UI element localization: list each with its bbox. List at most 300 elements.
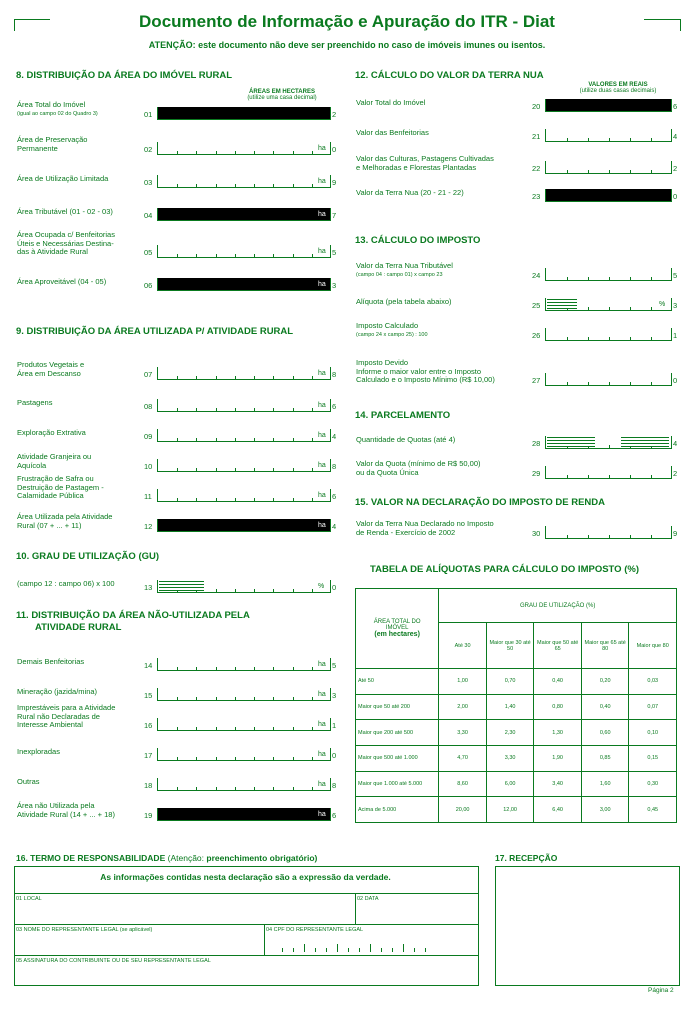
signature-label: ASSINATURA DO CONTRIBUINTE OU DE SEU REPRESENTANTE LEGAL xyxy=(23,958,211,964)
tick-mark xyxy=(196,727,197,730)
cpf-tick xyxy=(392,948,393,952)
aliquota-value: 0,60 xyxy=(581,720,629,746)
field-code-20: 20 xyxy=(532,102,541,111)
field-label-26-l2: (campo 24 x campo 25) : 100 xyxy=(356,331,428,338)
field-end xyxy=(330,580,331,593)
check-digit-17: 0 xyxy=(332,751,337,760)
tick-mark xyxy=(216,667,217,670)
tick-mark xyxy=(312,787,313,790)
aliquota-value: 6,40 xyxy=(534,797,582,823)
tick-mark xyxy=(216,787,217,790)
rep-cpf-code: 04 xyxy=(266,927,273,933)
tick-mark xyxy=(293,254,294,257)
tick-mark xyxy=(254,184,255,187)
unit-label-08: ha xyxy=(318,402,326,409)
cpf-tick xyxy=(282,948,283,952)
local-field-code: 01 xyxy=(16,896,23,902)
field-label-07-l1: Produtos Vegetais e xyxy=(17,360,85,369)
tick-mark xyxy=(216,408,217,411)
cpf-tick xyxy=(381,948,382,952)
tick-mark xyxy=(235,254,236,257)
field-code-14: 14 xyxy=(144,661,153,670)
section-16-note: (Atenção: xyxy=(167,853,205,863)
tick-mark xyxy=(216,184,217,187)
tick-mark xyxy=(196,151,197,154)
field-label-29-l2: ou da Quota Única xyxy=(356,467,419,477)
tick-mark xyxy=(312,438,313,441)
aliquota-value: 0,10 xyxy=(629,720,677,746)
tick-mark xyxy=(273,757,274,760)
tick-mark xyxy=(293,757,294,760)
cpf-tick xyxy=(403,944,404,952)
tick-mark xyxy=(254,667,255,670)
aliquota-value: 1,00 xyxy=(439,669,487,695)
section-9-title: 9. DISTRIBUIÇÃO DA ÁREA UTILIZADA P/ ATIVIDADE RURAL xyxy=(16,326,294,337)
field-end xyxy=(330,142,331,155)
unit-label-15: ha xyxy=(318,691,326,698)
tick-mark xyxy=(273,498,274,501)
field-code-04: 04 xyxy=(144,211,153,220)
field-input-11[interactable] xyxy=(157,489,331,502)
field-end xyxy=(330,399,331,412)
field-input-22[interactable] xyxy=(545,161,672,174)
aliquota-value: 0,70 xyxy=(486,669,534,695)
field-label-05 xyxy=(17,231,142,257)
date-field[interactable] xyxy=(357,896,379,902)
tick-mark xyxy=(254,498,255,501)
tick-mark xyxy=(630,475,631,478)
field-label-03-l1: Área de Utilização Limitada xyxy=(17,174,109,183)
tick-mark xyxy=(293,697,294,700)
area-column-header xyxy=(356,589,439,669)
tick-mark xyxy=(254,438,255,441)
field-end xyxy=(330,778,331,791)
field-input-15[interactable] xyxy=(157,688,331,701)
area-range: Maior que 50 até 200 xyxy=(356,694,439,720)
field-code-13: 13 xyxy=(144,583,153,592)
field-label-29 xyxy=(356,460,526,477)
unit-label-11: ha xyxy=(318,492,326,499)
tick-mark xyxy=(196,667,197,670)
field-code-01: 01 xyxy=(144,110,153,119)
tick-mark xyxy=(273,408,274,411)
check-digit-10: 8 xyxy=(332,462,337,471)
cpf-tick xyxy=(425,948,426,952)
tick-mark xyxy=(630,337,631,340)
field-input-21[interactable] xyxy=(545,129,672,142)
field-code-28: 28 xyxy=(532,439,541,448)
tick-mark xyxy=(630,382,631,385)
field-input-07[interactable] xyxy=(157,367,331,380)
tick-mark xyxy=(588,307,589,310)
section-11-title-line2: ATIVIDADE RURAL xyxy=(35,622,122,633)
field-end xyxy=(671,328,672,341)
section-16-title xyxy=(16,852,317,864)
tick-mark xyxy=(651,138,652,141)
check-digit-26: 1 xyxy=(673,331,678,340)
unit-label-25: % xyxy=(659,301,666,308)
field-code-22: 22 xyxy=(532,164,541,173)
tick-mark xyxy=(630,138,631,141)
field-end xyxy=(671,466,672,479)
field-end xyxy=(330,519,331,532)
tick-mark xyxy=(196,757,197,760)
field-label-28 xyxy=(356,436,526,445)
field-input-18[interactable] xyxy=(157,778,331,791)
field-label-11-l2: Destruição de Pastagem - xyxy=(17,482,104,492)
field-input-02[interactable] xyxy=(157,142,331,155)
tick-mark xyxy=(293,468,294,471)
field-input-24[interactable] xyxy=(545,268,672,281)
tick-mark xyxy=(177,254,178,257)
tick-mark xyxy=(177,151,178,154)
field-input-10[interactable] xyxy=(157,459,331,472)
field-code-29: 29 xyxy=(532,469,541,478)
field-label-15-l1: Mineração (jazida/mina) xyxy=(17,687,98,696)
field-end xyxy=(330,245,331,258)
tick-mark xyxy=(177,468,178,471)
aliquota-value: 12,00 xyxy=(486,797,534,823)
aliquota-value: 3,30 xyxy=(486,746,534,772)
aliquota-value: 0,15 xyxy=(629,746,677,772)
tick-mark xyxy=(273,151,274,154)
tick-mark xyxy=(196,787,197,790)
check-digit-02: 0 xyxy=(332,145,337,154)
cpf-tick xyxy=(348,948,349,952)
field-code-24: 24 xyxy=(532,271,541,280)
field-code-23: 23 xyxy=(532,192,541,201)
area-header-l1: ÁREA TOTAL DO xyxy=(373,619,421,625)
tick-mark xyxy=(273,589,274,592)
field-label-10 xyxy=(17,453,142,470)
tick-mark xyxy=(567,535,568,538)
representative-cpf-field[interactable] xyxy=(266,927,363,933)
page-number: Página 2 xyxy=(648,987,674,994)
rep-name-label: NOME DO REPRESENTANTE LEGAL (se aplicável) xyxy=(23,927,153,933)
table-row xyxy=(356,797,677,823)
field-code-21: 21 xyxy=(532,132,541,141)
aliquota-value: 0,30 xyxy=(629,771,677,797)
hatch-area xyxy=(547,299,577,309)
tick-mark xyxy=(216,589,217,592)
tick-mark xyxy=(177,498,178,501)
field-label-13 xyxy=(17,580,142,589)
tick-mark xyxy=(273,376,274,379)
resp-divider-3 xyxy=(14,955,478,956)
unit-label-16: ha xyxy=(318,721,326,728)
field-label-22 xyxy=(356,155,526,172)
tick-mark xyxy=(254,757,255,760)
tick-mark xyxy=(588,138,589,141)
field-label-14-l1: Demais Benfeitorias xyxy=(17,657,85,666)
field-input-27[interactable] xyxy=(545,373,672,386)
tick-mark xyxy=(567,337,568,340)
field-input-17[interactable] xyxy=(157,748,331,761)
cpf-tick xyxy=(315,948,316,952)
responsibility-box xyxy=(14,866,479,986)
tick-mark xyxy=(630,535,631,538)
field-mask-01 xyxy=(158,107,331,119)
aliquota-value: 0,85 xyxy=(581,746,629,772)
cpf-tick xyxy=(337,944,338,952)
tick-mark xyxy=(588,535,589,538)
field-label-24-l1: Valor da Terra Nua Tributável xyxy=(356,261,453,270)
field-label-12-l1: Área Utilizada pela Atividade xyxy=(17,512,113,521)
area-range: Maior que 500 até 1.000 xyxy=(356,746,439,772)
field-end xyxy=(330,489,331,502)
check-digit-12: 4 xyxy=(332,522,337,531)
reception-box[interactable] xyxy=(495,866,680,986)
field-label-16-l3: Interesse Ambiental xyxy=(17,720,83,729)
tick-mark xyxy=(293,589,294,592)
local-field[interactable] xyxy=(16,896,42,902)
field-label-26-l1: Imposto Calculado xyxy=(356,321,419,330)
tick-mark xyxy=(651,382,652,385)
field-label-06 xyxy=(17,278,142,287)
field-code-16: 16 xyxy=(144,721,153,730)
field-label-21-l1: Valor das Benfeitorias xyxy=(356,128,429,137)
field-input-08[interactable] xyxy=(157,399,331,412)
aliquota-value: 4,70 xyxy=(439,746,487,772)
field-label-12 xyxy=(17,513,142,530)
tick-mark xyxy=(651,337,652,340)
field-label-05-l1: Área Ocupada c/ Benfeitorias xyxy=(17,230,115,239)
field-label-08-l1: Pastagens xyxy=(17,398,53,407)
tick-mark xyxy=(196,254,197,257)
tick-mark xyxy=(312,151,313,154)
tick-mark xyxy=(235,757,236,760)
area-units-label: ÁREAS EM HECTARES xyxy=(249,89,315,95)
field-end xyxy=(671,373,672,386)
field-label-17 xyxy=(17,748,142,757)
check-digit-04: 7 xyxy=(332,211,337,220)
tick-mark xyxy=(630,277,631,280)
check-digit-27: 0 xyxy=(673,376,678,385)
tick-mark xyxy=(216,438,217,441)
check-digit-18: 8 xyxy=(332,781,337,790)
field-code-08: 08 xyxy=(144,402,153,411)
area-range: Maior que 1.000 até 5.000 xyxy=(356,771,439,797)
field-end xyxy=(330,278,331,291)
field-label-16 xyxy=(17,704,142,730)
tick-mark xyxy=(588,382,589,385)
field-end xyxy=(671,129,672,142)
field-end xyxy=(671,526,672,539)
tick-mark xyxy=(254,589,255,592)
cpf-tick xyxy=(359,948,360,952)
field-code-18: 18 xyxy=(144,781,153,790)
tick-mark xyxy=(293,727,294,730)
field-label-07-l2: Área em Descanso xyxy=(17,368,81,378)
tick-mark xyxy=(177,727,178,730)
tick-mark xyxy=(216,498,217,501)
check-digit-07: 8 xyxy=(332,370,337,379)
field-end xyxy=(330,658,331,671)
table-row xyxy=(356,746,677,772)
field-mask-20 xyxy=(546,99,672,111)
field-label-30 xyxy=(356,520,526,537)
field-code-17: 17 xyxy=(144,751,153,760)
field-label-19 xyxy=(17,802,142,819)
field-input-05[interactable] xyxy=(157,245,331,258)
tick-mark xyxy=(216,697,217,700)
rep-cpf-label: CPF DO REPRESENTANTE LEGAL xyxy=(273,927,364,933)
field-label-10-l2: Aquícola xyxy=(17,460,47,470)
field-label-18 xyxy=(17,778,142,787)
field-end xyxy=(330,808,331,821)
aliquota-value: 0,07 xyxy=(629,694,677,720)
tick-mark xyxy=(567,382,568,385)
aliquota-value: 0,40 xyxy=(534,669,582,695)
section-17-title: 17. RECEPÇÃO xyxy=(495,853,558,863)
field-code-19: 19 xyxy=(144,811,153,820)
aliquota-table-title: TABELA DE ALÍQUOTAS PARA CÁLCULO DO IMPOSTO (%) xyxy=(370,564,639,575)
aliquota-value: 2,30 xyxy=(486,720,534,746)
field-label-02-l2: Permanente xyxy=(17,143,58,153)
check-digit-29: 2 xyxy=(673,469,678,478)
tick-mark xyxy=(567,138,568,141)
tick-mark xyxy=(609,382,610,385)
check-digit-22: 2 xyxy=(673,164,678,173)
aliquota-value: 3,30 xyxy=(439,720,487,746)
tick-mark xyxy=(254,151,255,154)
tick-mark xyxy=(609,475,610,478)
tick-mark xyxy=(177,787,178,790)
tick-mark xyxy=(630,170,631,173)
field-label-21 xyxy=(356,129,526,138)
field-label-29-l1: Valor da Quota (mínimo de R$ 50,00) xyxy=(356,459,481,468)
table-row xyxy=(356,694,677,720)
tick-mark xyxy=(254,376,255,379)
section-15-title: 15. VALOR NA DECLARAÇÃO DO IMPOSTO DE RENDA xyxy=(355,497,606,508)
field-label-11-l1: Frustração de Safra ou xyxy=(17,474,94,483)
field-label-12-l2: Rural (07 + ... + 11) xyxy=(17,520,82,530)
field-label-05-l2: Úteis e Necessárias Destina- xyxy=(17,238,114,248)
field-code-15: 15 xyxy=(144,691,153,700)
signature-field[interactable] xyxy=(16,958,211,964)
field-input-30[interactable] xyxy=(545,526,672,539)
field-label-08 xyxy=(17,399,142,408)
page-title: Documento de Informação e Apuração do ITR - Diat xyxy=(139,12,555,31)
unit-label-05: ha xyxy=(318,248,326,255)
field-label-20-l1: Valor Total do Imóvel xyxy=(356,98,426,107)
attention-note: ATENÇÃO: este documento não deve ser preenchido no caso de imóveis imunes ou isentos. xyxy=(148,40,546,50)
field-end xyxy=(330,748,331,761)
field-label-07 xyxy=(17,361,142,378)
resp-vdiv-2 xyxy=(264,924,265,955)
tick-mark xyxy=(609,277,610,280)
field-input-03[interactable] xyxy=(157,175,331,188)
tick-mark xyxy=(216,757,217,760)
tick-mark xyxy=(235,667,236,670)
area-units-header xyxy=(232,89,332,101)
tick-mark xyxy=(312,727,313,730)
field-label-14 xyxy=(17,658,142,667)
unit-label-07: ha xyxy=(318,370,326,377)
responsibility-statement: As informações contidas nesta declaração são a expressão da verdade. xyxy=(100,872,391,882)
field-end xyxy=(671,268,672,281)
check-digit-30: 9 xyxy=(673,529,678,538)
tick-mark xyxy=(196,697,197,700)
field-input-09[interactable] xyxy=(157,429,331,442)
tick-mark xyxy=(588,475,589,478)
tick-mark xyxy=(651,170,652,173)
tick-mark xyxy=(273,727,274,730)
tick-mark xyxy=(254,727,255,730)
tick-mark xyxy=(588,277,589,280)
check-digit-14: 5 xyxy=(332,661,337,670)
tick-mark xyxy=(293,498,294,501)
field-code-05: 05 xyxy=(144,248,153,257)
field-label-27-l2: Informe o maior valor entre o Imposto xyxy=(356,366,482,376)
gu-column-header: Até 30 xyxy=(439,623,487,669)
tick-mark xyxy=(196,408,197,411)
check-digit-20: 6 xyxy=(673,102,678,111)
field-input-29[interactable] xyxy=(545,466,672,479)
check-digit-23: 0 xyxy=(673,192,678,201)
date-field-code: 02 xyxy=(357,896,364,902)
table-row xyxy=(356,771,677,797)
area-header-l2: IMÓVEL xyxy=(385,625,409,631)
field-input-16[interactable] xyxy=(157,718,331,731)
field-mask-19 xyxy=(158,808,331,820)
section-8-title: 8. DISTRIBUIÇÃO DA ÁREA DO IMÓVEL RURAL xyxy=(16,70,233,81)
area-header-l3: (em hectares) xyxy=(374,631,420,638)
field-end xyxy=(330,107,331,120)
aliquota-value: 0,40 xyxy=(581,694,629,720)
tick-mark xyxy=(254,254,255,257)
rep-name-code: 03 xyxy=(16,927,23,933)
signature-code: 05 xyxy=(16,958,23,964)
field-label-19-l1: Área não Utilizada pela xyxy=(17,801,95,810)
area-range: Até 50 xyxy=(356,669,439,695)
field-input-26[interactable] xyxy=(545,328,672,341)
aliquota-table xyxy=(355,588,677,823)
field-label-03 xyxy=(17,175,142,184)
field-mask-23 xyxy=(546,189,672,201)
field-label-04-l1: Área Tributável (01 - 02 - 03) xyxy=(17,207,113,216)
date-field-label: DATA xyxy=(364,896,379,902)
check-digit-21: 4 xyxy=(673,132,678,141)
field-label-04 xyxy=(17,208,142,217)
tick-mark xyxy=(273,667,274,670)
field-label-25 xyxy=(356,298,526,307)
field-label-23 xyxy=(356,189,526,198)
check-digit-16: 1 xyxy=(332,721,337,730)
unit-label-12: ha xyxy=(318,522,326,529)
field-code-10: 10 xyxy=(144,462,153,471)
unit-label-19: ha xyxy=(318,811,326,818)
tick-mark xyxy=(235,184,236,187)
unit-label-17: ha xyxy=(318,751,326,758)
area-units-note: (utilize uma casa decimal) xyxy=(247,95,317,101)
aliquota-value: 1,60 xyxy=(581,771,629,797)
field-code-07: 07 xyxy=(144,370,153,379)
aliquota-value: 2,00 xyxy=(439,694,487,720)
title-rule-left xyxy=(14,19,50,20)
field-label-11-l3: Calamidade Pública xyxy=(17,491,84,500)
cpf-tick xyxy=(304,944,305,952)
field-input-14[interactable] xyxy=(157,658,331,671)
tick-mark xyxy=(630,307,631,310)
representative-name-field[interactable] xyxy=(16,927,152,933)
resp-divider-2 xyxy=(14,924,478,925)
check-digit-11: 6 xyxy=(332,492,337,501)
tick-mark xyxy=(312,667,313,670)
check-digit-24: 5 xyxy=(673,271,678,280)
field-label-23-l1: Valor da Terra Nua (20 - 21 - 22) xyxy=(356,188,464,197)
field-end xyxy=(671,436,672,449)
